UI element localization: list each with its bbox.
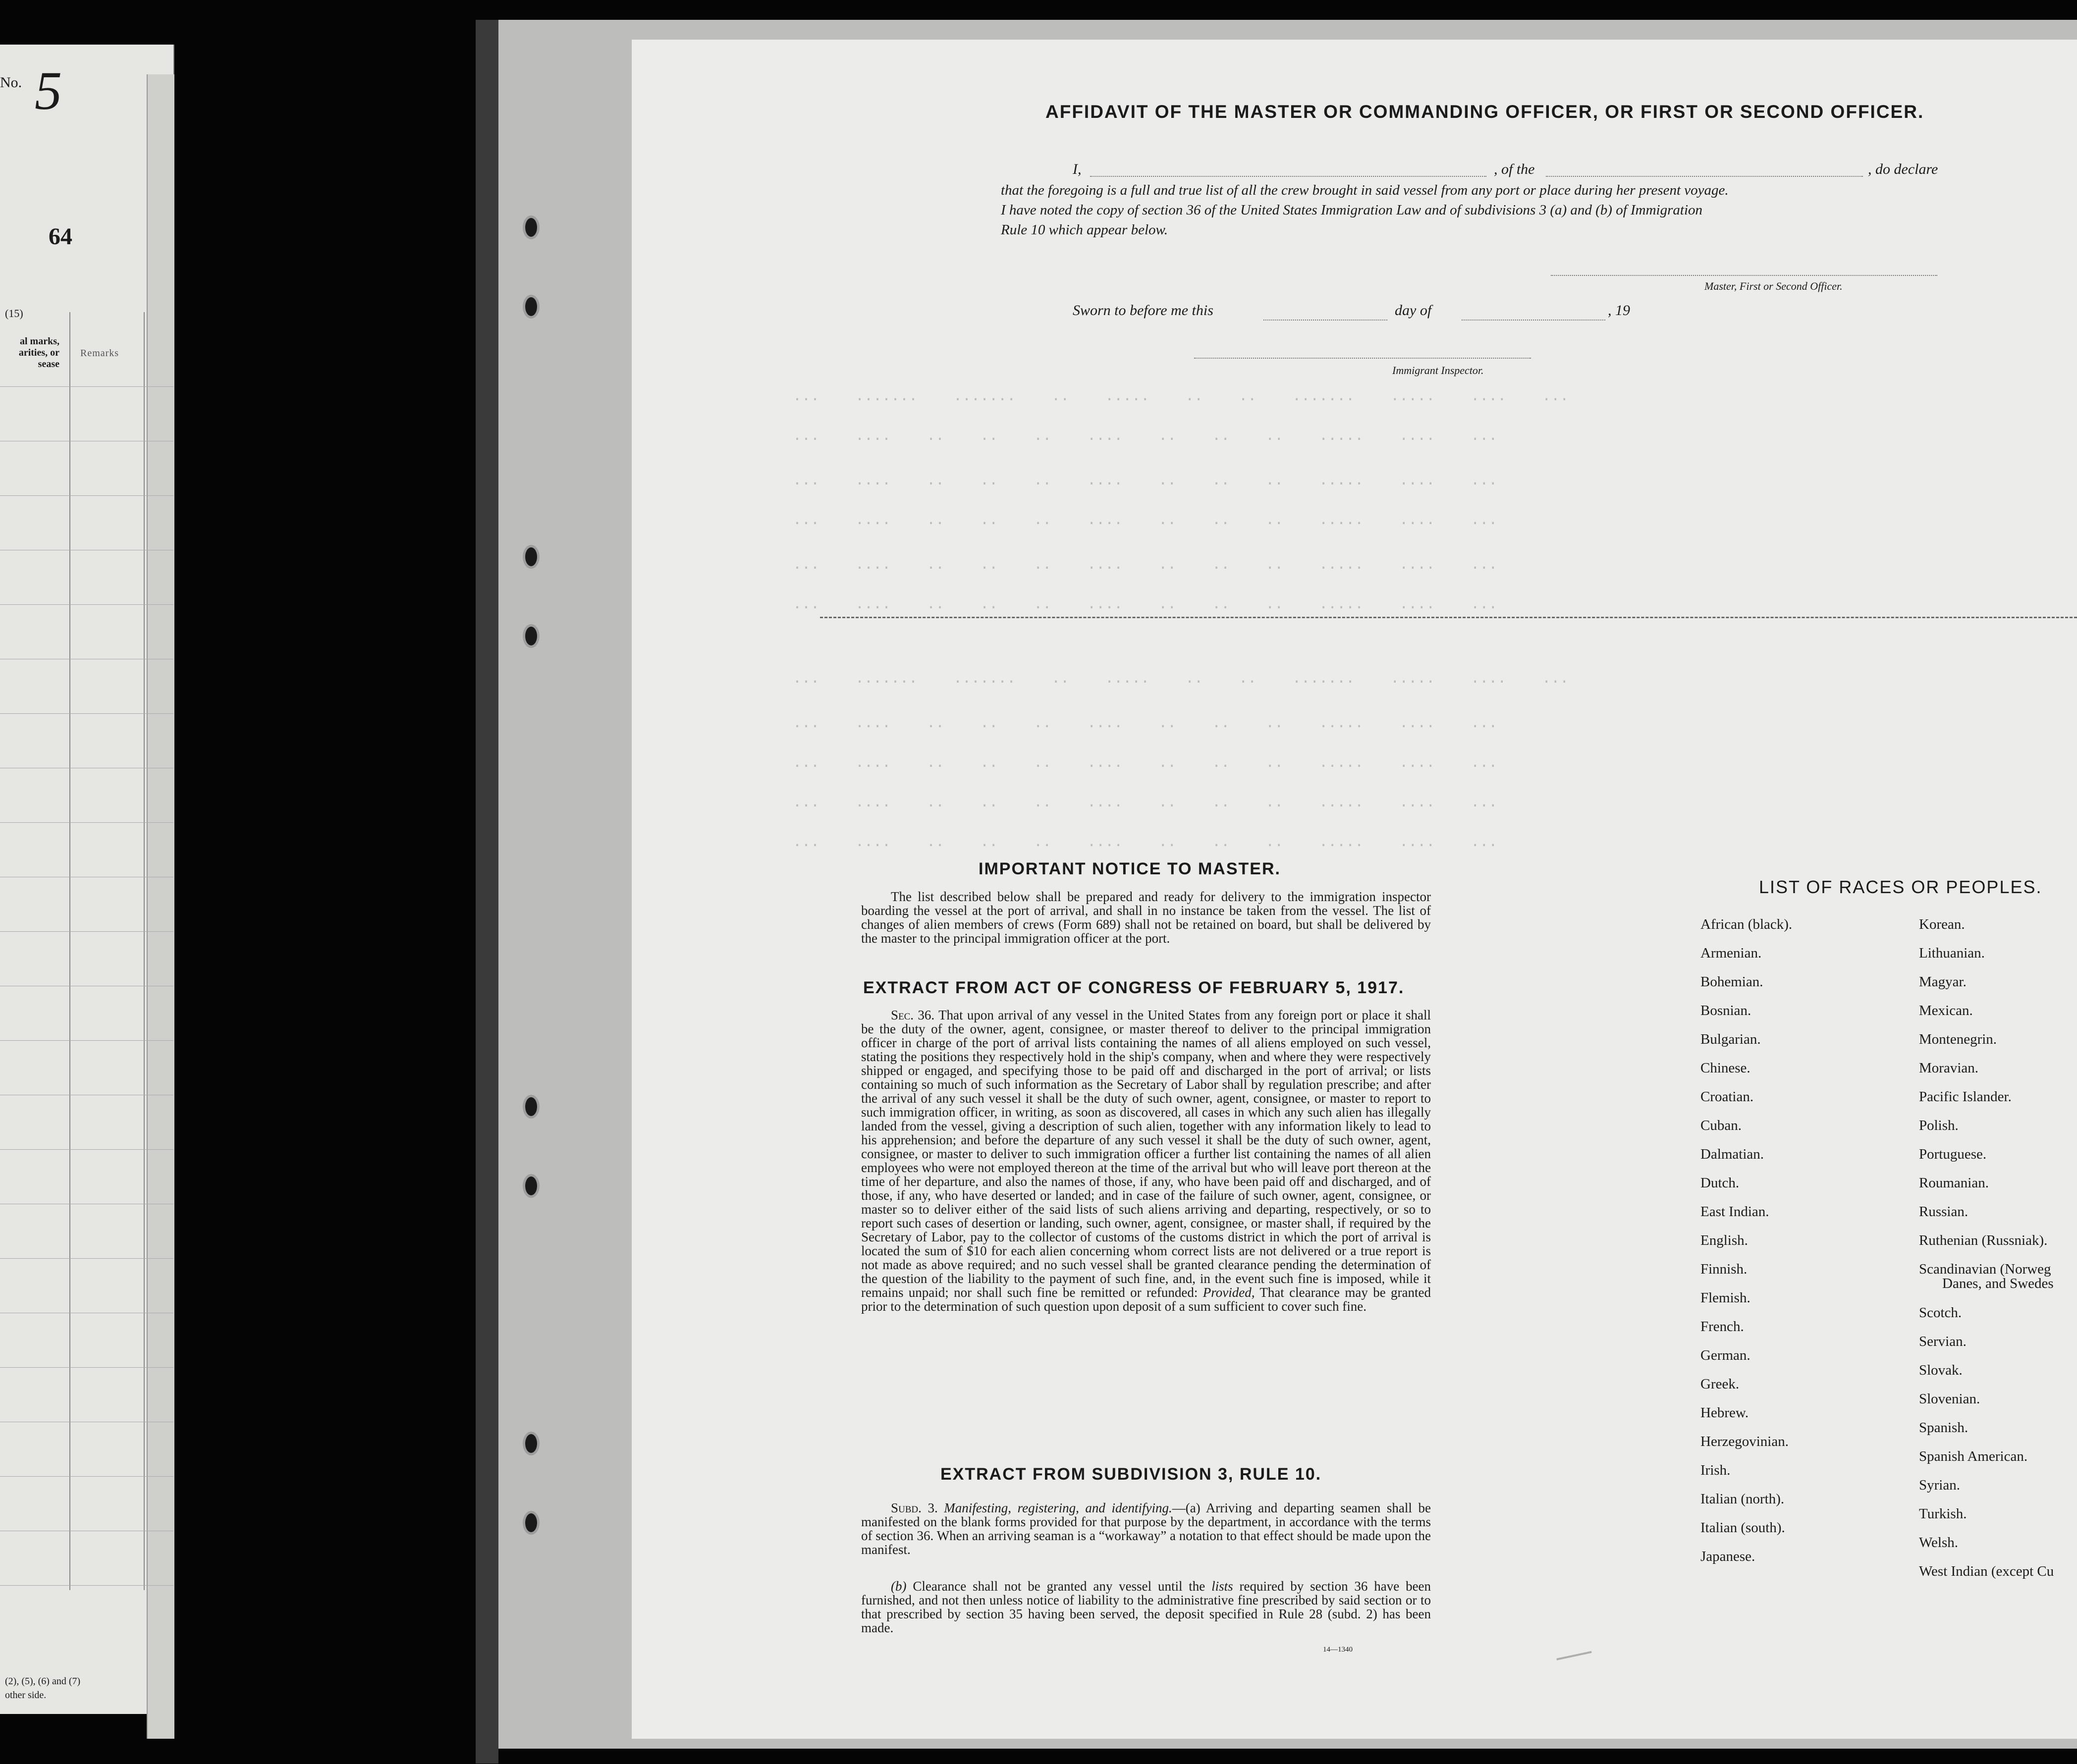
race-item: Dutch. [1700, 1175, 1740, 1191]
act-body-b: That clearance may be granted prior to the determination of such question upon deposit of a sum sufficient to cover such fine. [861, 1285, 1431, 1314]
race-item: Spanish American. [1919, 1448, 2028, 1464]
rule-para-a [861, 1501, 1431, 1556]
punch-hole [523, 545, 540, 569]
sworn-text: Sworn to before me this [1073, 302, 1213, 319]
para-b-text1: Clearance shall not be granted any vessel until the [913, 1579, 1205, 1594]
column-divider [144, 312, 145, 1590]
para-b-label: (b) [891, 1579, 907, 1594]
race-item: Japanese. [1700, 1549, 1755, 1564]
previous-page [0, 45, 174, 1714]
race-item: Cuban. [1700, 1118, 1742, 1133]
vessel-blank-line [1546, 176, 1863, 177]
race-item: Magyar. [1919, 974, 1967, 990]
race-item: Welsh. [1919, 1535, 1959, 1550]
handwritten-mark: — [1551, 1627, 1595, 1677]
table-rule [0, 495, 173, 496]
affidavit-title: AFFIDAVIT OF THE MASTER OR COMMANDING OFFICER, OR FIRST OR SECOND OFFICER. [1045, 102, 1924, 122]
table-rule [0, 1585, 173, 1586]
race-item: Mexican. [1919, 1003, 1973, 1018]
race-item: East Indian. [1700, 1204, 1769, 1220]
table-rule [0, 1040, 173, 1041]
sworn-day-line [1263, 320, 1387, 321]
race-item: Herzegovinian. [1700, 1434, 1789, 1449]
bleed-through: ··· ···· ·· ·· ·· ···· ·· ·· ·· ····· ···· ··· [793, 431, 1498, 448]
race-item: Scandinavian (Norweg [1919, 1261, 2051, 1277]
table-rule [0, 386, 173, 387]
list-number-value: 5 [35, 60, 62, 121]
race-item: African (black). [1700, 916, 1793, 932]
race-item: Chinese. [1700, 1060, 1750, 1076]
subd-para-a: —(a) Arriving and departing seamen shall be manifested on the blank forms provided for that purpose by the department, in accordance with the terms of section 36. When an arriving seaman is a “workaway” a notation to that effect should be made upon the manifest. [861, 1500, 1431, 1557]
inspector-label: Immigrant Inspector. [1392, 364, 1484, 376]
race-item: Portuguese. [1919, 1146, 1987, 1162]
race-item: Dalmatian. [1700, 1146, 1764, 1162]
left-footnote: (2), (5), (6) and (7) other side. [5, 1676, 81, 1701]
name-blank-line [1090, 176, 1486, 177]
bleed-through: ··· ···· ·· ·· ·· ···· ·· ·· ·· ····· ···· ··· [793, 837, 1498, 854]
bleed-through: ··· ···· ·· ·· ·· ···· ·· ·· ·· ····· ···· ··· [793, 476, 1498, 492]
year-prefix: , 19 [1608, 302, 1630, 319]
act-text [861, 1008, 1431, 1313]
race-item: Italian (south). [1700, 1520, 1785, 1536]
race-item: Syrian. [1919, 1477, 1960, 1493]
race-item: Croatian. [1700, 1089, 1754, 1105]
punch-hole [523, 624, 540, 648]
race-item: Bohemian. [1700, 974, 1763, 990]
affidavit-i: I, [1073, 161, 1082, 177]
table-rule [0, 604, 173, 605]
race-item: Irish. [1700, 1462, 1731, 1478]
column-divider [69, 312, 70, 1590]
rule-para-b [861, 1579, 1431, 1635]
form-number: 14—1340 [1323, 1646, 1353, 1654]
master-signature-label: Master, First or Second Officer. [1704, 280, 1843, 292]
punch-hole [523, 1095, 540, 1119]
table-rule [0, 822, 173, 823]
affidavit-do-declare: , do declare [1868, 161, 1938, 177]
notice-title: IMPORTANT NOTICE TO MASTER. [979, 859, 1281, 878]
remarks-header: Remarks [80, 348, 119, 359]
race-item: Finnish. [1700, 1261, 1748, 1277]
bleed-through: ··· ···· ·· ·· ·· ···· ·· ·· ·· ····· ···· ··· [793, 758, 1498, 775]
race-item: Montenegrin. [1919, 1031, 1997, 1047]
race-item: Armenian. [1700, 945, 1762, 961]
race-item: English. [1700, 1232, 1748, 1248]
race-item: Bulgarian. [1700, 1031, 1761, 1047]
race-item: West Indian (except Cu [1919, 1563, 2054, 1579]
race-item: Turkish. [1919, 1506, 1967, 1522]
race-item: Russian. [1919, 1204, 1968, 1220]
race-item: Flemish. [1700, 1290, 1750, 1306]
sworn-month-line [1462, 320, 1605, 321]
subd-label: Subd. 3. [891, 1500, 938, 1515]
subd-heading: Manifesting, registering, and identifying. [944, 1500, 1172, 1515]
bleed-through: ··· ···· ·· ·· ·· ···· ·· ·· ·· ····· ···· ··· [793, 718, 1498, 735]
act-title: EXTRACT FROM ACT OF CONGRESS OF FEBRUARY 5, 1917. [863, 978, 1405, 997]
table-rule [0, 1149, 173, 1150]
day-of-text: day of [1395, 302, 1432, 319]
punch-hole [523, 215, 540, 239]
punch-hole [523, 1511, 540, 1535]
bleed-through: ··· ···· ·· ·· ·· ···· ·· ·· ·· ····· ···· ··· [793, 515, 1498, 532]
bleed-through: ··· ······· ······· ·· ····· ·· ·· ······· ····· ···· ··· [793, 391, 1569, 408]
punch-hole [523, 295, 540, 319]
table-rule [0, 713, 173, 714]
para-b-text2: required by section 36 have been furnished, and not then unless notice of liability to the administrative fine prescribed by said section or to that prescribed by section 35 having been served, the deposit specified in Rule 28 (subd. 2) has been made. [861, 1579, 1431, 1635]
race-item: Bosnian. [1700, 1003, 1751, 1018]
race-item: Ruthenian (Russniak). [1919, 1232, 2048, 1248]
list-number-label: No. [0, 74, 22, 91]
race-item: Italian (north). [1700, 1491, 1785, 1507]
race-item-continued: Danes, and Swedes [1942, 1276, 2054, 1291]
race-item: Korean. [1919, 916, 1965, 932]
race-item: Hebrew. [1700, 1405, 1749, 1421]
race-item: Moravian. [1919, 1060, 1978, 1076]
rule-title: EXTRACT FROM SUBDIVISION 3, RULE 10. [940, 1465, 1322, 1484]
act-provided: Provided, [1202, 1285, 1255, 1300]
punch-hole [523, 1432, 540, 1455]
master-signature-line [1551, 275, 1937, 276]
section-label: Sec. 36. [891, 1008, 935, 1022]
table-rule [0, 931, 173, 932]
notice-text: The list described below shall be prepared and ready for delivery to the immigration inspector boarding the vessel at the port of arrival, and shall in no instance be taken from the vessel. The list of changes of alien members of crews (Form 689) shall not be retained on board, but shall be delivered by the master to the principal immigration officer at the port. [861, 889, 1431, 946]
affidavit-line3: I have noted the copy of section 36 of the United States Immigration Law and of subdivisions 3 (a) and (b) of Immigration [1001, 202, 1703, 218]
table-rule [0, 1258, 173, 1259]
race-item: Slovenian. [1919, 1391, 1980, 1407]
separator-line [820, 617, 2077, 618]
punch-hole [523, 1174, 540, 1198]
book-binding [476, 20, 498, 1764]
para-b-lists: lists [1211, 1579, 1233, 1594]
act-body-a: That upon arrival of any vessel in the United States from any foreign port or place it shall be the duty of the owner, agent, consignee, or master thereof to deliver to the principal immigration officer in charge of the port of arrival lists containing the names of all aliens employed on such vessel, stating the positions they respectively hold in the ship's company, when and where they were respectively shipped or engaged, and specifying those to be paid off and discharged in the port of arrival; or lists containing so much of such information as the Secretary of Labor shall by regulation prescribe; and after the arrival of any such vessel it shall be the duty of such owner, agent, consignee, or master to report to such immigration officer, in writing, as soon as discovered, all cases in which any such alien has illegally landed from the vessel, giving a description of such alien, together with any information likely to lead to his apprehension; and before the departure of any such vessel it shall be the duty of such owner, agent, consignee, or master to deliver to such immigration officer a further list containing the names of all alien employees who were not employed thereon at the time of the arrival but who will leave port thereon at the time of her departure, and also the names of those, if any, who have been paid off and discharged, and of those, if any, who have deserted or landed; and in case of the failure of such owner, agent, consignee, or master so to deliver either of the said lists of such aliens arriving and departing, respectively, or so to report such cases of desertion or landing, such owner, agent, consignee, or master shall, if required by the Secretary of Labor, pay to the collector of customs of the customs district in which the port of arrival is located the sum of $10 for each alien concerning whom correct lists are not delivered or a true report is not made as above required; and no such vessel shall be granted clearance pending the determination of the question of the liability to the payment of such fine, and, in the event such fine is imposed, while it remains unpaid; nor shall such fine be remitted or refunded: [861, 1008, 1431, 1300]
table-rule [0, 1476, 173, 1477]
race-item: Scotch. [1919, 1305, 1962, 1321]
column-number: (15) [5, 307, 23, 320]
race-item: Lithuanian. [1919, 945, 1985, 961]
page-edge [147, 74, 174, 1739]
race-item: Pacific Islander. [1919, 1089, 2012, 1105]
inspector-signature-line [1194, 358, 1531, 359]
race-item: French. [1700, 1319, 1744, 1335]
race-item: German. [1700, 1347, 1750, 1363]
bleed-through: ··· ···· ·· ·· ·· ···· ·· ·· ·· ····· ···· ··· [793, 798, 1498, 814]
race-item: Roumanian. [1919, 1175, 1989, 1191]
table-rule [0, 1367, 173, 1368]
races-title: LIST OF RACES OR PEOPLES. [1759, 877, 2042, 897]
affidavit-of-the: , of the [1494, 161, 1535, 177]
sheet-number: 64 [49, 223, 72, 250]
race-item: Spanish. [1919, 1420, 1968, 1436]
bleed-through: ··· ···· ·· ·· ·· ···· ·· ·· ·· ····· ···· ··· [793, 599, 1498, 616]
race-item: Servian. [1919, 1334, 1967, 1349]
affidavit-line4: Rule 10 which appear below. [1001, 222, 1168, 238]
race-item: Greek. [1700, 1376, 1740, 1392]
column-header-marks: al marks, arities, or sease [18, 336, 59, 370]
race-item: Slovak. [1919, 1362, 1963, 1378]
race-item: Polish. [1919, 1118, 1959, 1133]
bleed-through: ··· ······· ······· ·· ····· ·· ·· ······· ····· ···· ··· [793, 674, 1569, 691]
bleed-through: ··· ···· ·· ·· ·· ···· ·· ·· ·· ····· ···· ··· [793, 560, 1498, 577]
affidavit-line2: that the foregoing is a full and true list of all the crew brought in said vessel from any port or place during her present voyage. [1001, 182, 1729, 198]
